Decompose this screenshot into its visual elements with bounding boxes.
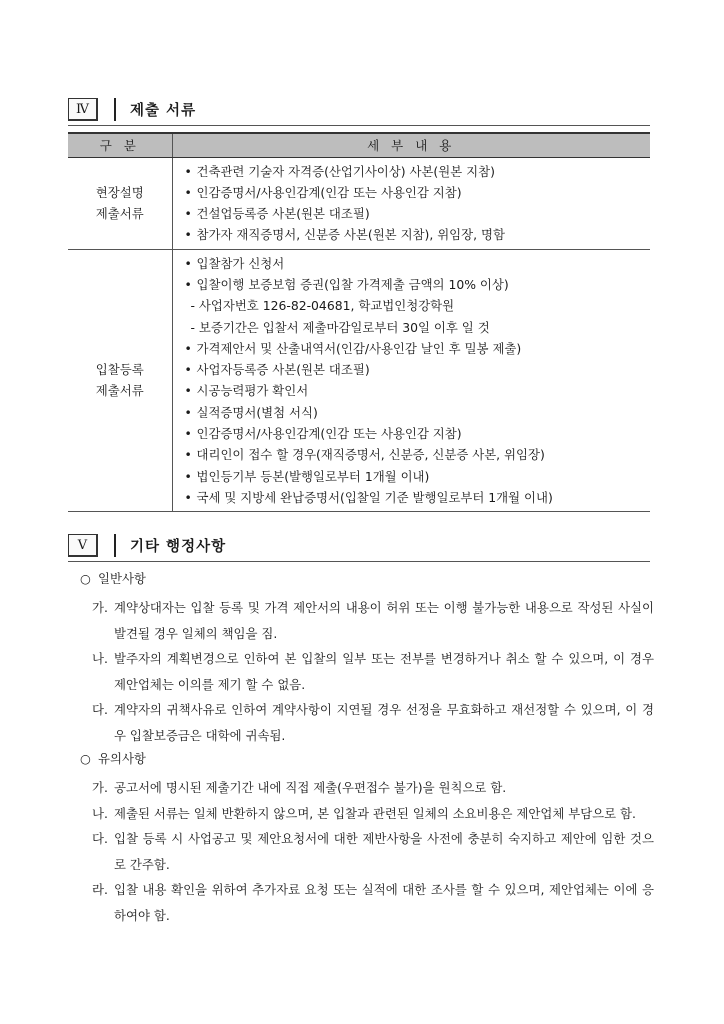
category-label: 제출서류 <box>95 383 144 399</box>
paragraph-item <box>92 877 654 928</box>
bullet-icon: • <box>184 163 192 179</box>
paragraph-number: 나. <box>92 651 108 666</box>
list-item <box>185 487 651 508</box>
general-matters-list <box>80 595 654 748</box>
bullet-icon: • <box>184 340 192 356</box>
paragraph-text: 계약상대자는 입찰 등록 및 가격 제안서의 내용이 허위 또는 이행 불가능한 내용으로 작성된 사실이 발견될 경우 일체의 책임을 짐. <box>114 600 654 641</box>
item-text: 입찰이행 보증보험 증권(입찰 가격제출 금액의 10% 이상) <box>196 276 509 292</box>
item-text: 가격제안서 및 산출내역서(인감/사용인감 날인 후 밀봉 제출) <box>196 340 522 356</box>
paragraph-text: 계약자의 귀책사유로 인하여 계약사항이 지연될 경우 선정을 무효화하고 재선정할 수 있으며, 이 경우 입찰보증금은 대학에 귀속됨. <box>114 702 654 743</box>
bullet-icon: • <box>184 383 192 399</box>
paragraph-text: 발주자의 계획변경으로 인하여 본 입찰의 일부 또는 전부를 변경하거나 취소 할 수 있으며, 이 경우 제안업체는 이의를 제기 할 수 없음. <box>114 651 654 692</box>
submission-documents-table <box>68 132 650 512</box>
general-matters-heading <box>80 568 654 590</box>
list-item <box>185 338 651 359</box>
category-label: 제출서류 <box>95 206 144 222</box>
header-divider <box>114 534 116 557</box>
general-matters-title: 일반사항 <box>98 571 146 586</box>
paragraph-text: 입찰 등록 시 사업공고 및 제안요청서에 대한 제반사항을 사전에 충분히 숙지하고 제안에 임한 것으로 간주함. <box>114 831 654 872</box>
category-label: 현장설명 <box>95 185 144 201</box>
item-text: 대리인이 접수 할 경우(재직증명서, 신분증, 신분증 사본, 위임장) <box>196 447 545 463</box>
sub-item <box>185 317 651 338</box>
list-item <box>185 444 651 465</box>
paragraph-text: 공고서에 명시된 제출기간 내에 직접 제출(우편접수 불가)을 원칙으로 함. <box>114 780 507 795</box>
circle-bullet-icon: ○ <box>80 751 91 766</box>
notes-heading <box>80 748 654 770</box>
paragraph-item <box>92 775 654 801</box>
sub-item <box>185 295 651 316</box>
section-iv-numeral: Ⅳ <box>68 98 98 121</box>
details-cell <box>172 157 650 249</box>
bullet-icon: • <box>184 206 192 222</box>
list-item <box>185 423 651 444</box>
list-item <box>185 224 651 245</box>
bullet-icon: • <box>184 426 192 442</box>
notes-block <box>80 748 654 928</box>
general-matters-block <box>80 568 654 748</box>
table-row <box>68 157 650 249</box>
paragraph-item <box>92 646 654 697</box>
category-cell <box>68 249 172 512</box>
list-item <box>185 380 651 401</box>
paragraph-number: 가. <box>92 780 108 795</box>
section-v-header <box>68 530 650 562</box>
table-header-row <box>68 133 650 157</box>
list-item <box>185 402 651 423</box>
paragraph-item <box>92 826 654 877</box>
section-v-numeral: Ⅴ <box>68 534 98 557</box>
item-text: 참가자 재직증명서, 신분증 사본(원본 지참), 위임장, 명함 <box>196 227 505 243</box>
item-text: 인감증명서/사용인감계(인감 또는 사용인감 지참) <box>196 184 462 200</box>
item-text: 국세 및 지방세 완납증명서(입찰일 기준 발행일로부터 1개월 이내) <box>196 489 553 505</box>
paragraph-number: 다. <box>92 831 108 846</box>
list-item <box>185 203 651 224</box>
item-text: 인감증명서/사용인감계(인감 또는 사용인감 지참) <box>196 426 462 442</box>
notes-title: 유의사항 <box>98 751 146 766</box>
list-item <box>185 274 651 295</box>
item-text: 사업자등록증 사본(원본 대조필) <box>196 362 370 378</box>
notes-list <box>80 775 654 928</box>
header-category: 구 분 <box>68 133 172 157</box>
category-label: 입찰등록 <box>95 362 144 378</box>
paragraph-text: 입찰 내용 확인을 위하여 추가자료 요청 또는 실적에 대한 조사를 할 수 있으며, 제안업체는 이에 응하여야 함. <box>114 882 654 923</box>
item-text: 건설업등록증 사본(원본 대조필) <box>196 206 370 222</box>
bullet-icon: • <box>184 468 192 484</box>
paragraph-number: 나. <box>92 805 108 821</box>
paragraph-number: 라. <box>92 882 108 897</box>
paragraph-number: 다. <box>92 702 108 717</box>
paragraph-number: 가. <box>92 600 108 615</box>
bullet-icon: • <box>184 255 192 271</box>
bullet-icon: • <box>184 276 192 292</box>
bullet-icon: • <box>184 404 192 420</box>
bullet-icon: • <box>184 227 192 243</box>
paragraph-item <box>92 595 654 646</box>
item-text: 입찰참가 신청서 <box>196 255 285 271</box>
bullet-icon: • <box>184 362 192 378</box>
paragraph-item <box>92 801 654 827</box>
list-item <box>185 253 651 274</box>
circle-bullet-icon: ○ <box>80 571 91 586</box>
header-divider <box>114 98 116 121</box>
bullet-icon: • <box>184 489 192 505</box>
category-cell <box>68 157 172 249</box>
section-v-title: 기타 행정사항 <box>130 539 227 555</box>
list-item <box>185 182 651 203</box>
item-text: 건축관련 기술자 자격증(산업기사이상) 사본(원본 지참) <box>196 163 495 179</box>
item-text: 법인등기부 등본(발행일로부터 1개월 이내) <box>196 468 430 484</box>
item-text: - 보증기간은 입찰서 제출마감일로부터 30일 이후 일 것 <box>190 319 490 335</box>
item-text: - 사업자번호 126-82-04681, 학교법인청강학원 <box>190 298 455 314</box>
list-item <box>185 466 651 487</box>
section-iv-header <box>68 94 650 126</box>
list-item <box>185 359 651 380</box>
item-text: 실적증명서(별첨 서식) <box>196 404 318 420</box>
item-text: 시공능력평가 확인서 <box>196 383 309 399</box>
header-details: 세 부 내 용 <box>172 133 650 157</box>
details-cell <box>172 249 650 512</box>
bullet-icon: • <box>184 447 192 463</box>
paragraph-item <box>92 697 654 748</box>
table-body <box>68 157 650 512</box>
list-item <box>185 161 651 182</box>
table-row <box>68 249 650 512</box>
bullet-icon: • <box>184 184 192 200</box>
section-iv-title: 제출 서류 <box>130 103 197 119</box>
paragraph-text: 제출된 서류는 일체 반환하지 않으며, 본 입찰과 관련된 일체의 소요비용은 제안업체 부담으로 함. <box>114 805 636 821</box>
